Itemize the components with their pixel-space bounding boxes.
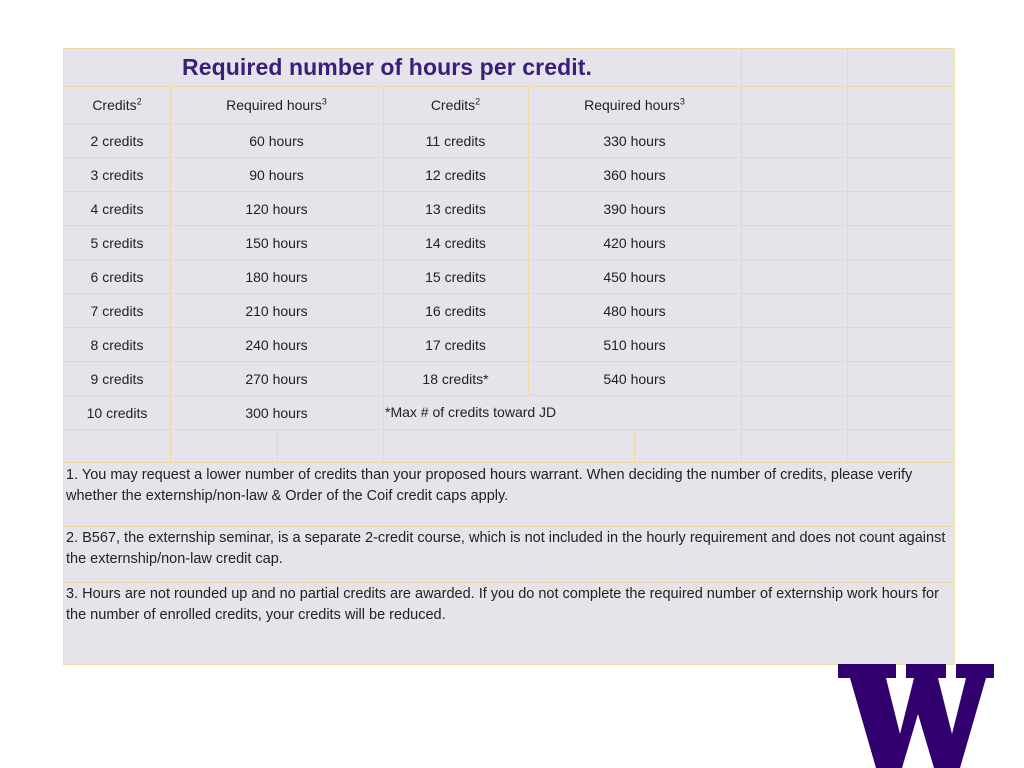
hours-cell: 240 hours <box>245 337 308 353</box>
table-title: Required number of hours per credit. <box>182 54 592 80</box>
header-credits <box>383 87 528 123</box>
credits-cell: 4 credits <box>90 201 144 217</box>
credits-cell: 6 credits <box>90 269 144 285</box>
header-label: Required hours <box>226 97 322 113</box>
hours-cell: 300 hours <box>245 405 308 421</box>
credits-cell: 7 credits <box>90 303 144 319</box>
hours-cell: 120 hours <box>245 201 308 217</box>
credits-cell: 11 credits <box>425 133 486 149</box>
header-label: Credits <box>430 97 476 113</box>
header-label: Credits <box>92 97 137 113</box>
credits-cell: 15 credits <box>425 269 486 285</box>
hours-cell: 180 hours <box>245 269 308 285</box>
grid-line <box>277 429 278 462</box>
credits-cell: 12 credits <box>425 167 486 183</box>
grid-line <box>64 462 954 463</box>
grid-line <box>64 526 954 527</box>
header-required-hours <box>528 87 741 123</box>
credits-cell: 10 credits <box>86 405 148 421</box>
hours-cell: 90 hours <box>249 167 304 183</box>
credits-cell: 13 credits <box>425 201 486 217</box>
grid-line <box>847 49 848 462</box>
hours-cell: 210 hours <box>245 303 308 319</box>
hours-cell: 270 hours <box>245 371 308 387</box>
hours-cell: 510 hours <box>603 337 666 353</box>
credit-hours-table <box>63 48 955 665</box>
footnote-ref: 3 <box>679 96 685 107</box>
grid-line <box>741 49 742 462</box>
note-2: 2. B567, the externship seminar, is a separate 2-credit course, which is not included in the hourly requirement and does not count against the externship/non-law credit cap. <box>66 530 946 567</box>
credits-cell: 3 credits <box>90 167 144 183</box>
hours-cell: 150 hours <box>245 235 308 251</box>
credits-cell: 8 credits <box>90 337 144 353</box>
hours-cell: 540 hours <box>603 371 666 387</box>
grid-line <box>64 582 954 583</box>
credits-cell: 5 credits <box>90 235 144 251</box>
credits-cell: 16 credits <box>425 303 486 319</box>
hours-cell: 360 hours <box>603 167 666 183</box>
footnote-ref: 3 <box>321 96 327 107</box>
uw-w-logo-icon <box>836 660 996 768</box>
footnote-ref: 2 <box>475 96 481 107</box>
credits-cell: 14 credits <box>425 235 486 251</box>
max-credits-footnote: *Max # of credits toward JD <box>385 404 557 420</box>
footnote-ref: 2 <box>136 96 142 107</box>
hours-cell: 450 hours <box>603 269 666 285</box>
hours-cell: 60 hours <box>249 133 304 149</box>
header-credits <box>64 87 170 123</box>
hours-cell: 420 hours <box>603 235 666 251</box>
note-1: 1. You may request a lower number of credits than your proposed hours warrant. When deciding the number of credits, please verify whether the externship/non-law & Order of the Coif credit caps apply. <box>66 467 913 504</box>
header-label: Required hours <box>584 97 680 113</box>
credits-cell: 9 credits <box>90 371 144 387</box>
credits-cell: 17 credits <box>425 337 486 353</box>
credits-cell: 2 credits <box>90 133 144 149</box>
header-required-hours <box>170 87 383 123</box>
hours-cell: 330 hours <box>603 133 666 149</box>
hours-cell: 480 hours <box>603 303 666 319</box>
note-3: 3. Hours are not rounded up and no partial credits are awarded. If you do not complete the required number of externship work hours for the number of enrolled credits, your credits will be reduced. <box>66 586 939 623</box>
credits-cell: 18 credits* <box>422 371 489 387</box>
hours-cell: 390 hours <box>603 201 666 217</box>
grid-line <box>634 429 635 462</box>
